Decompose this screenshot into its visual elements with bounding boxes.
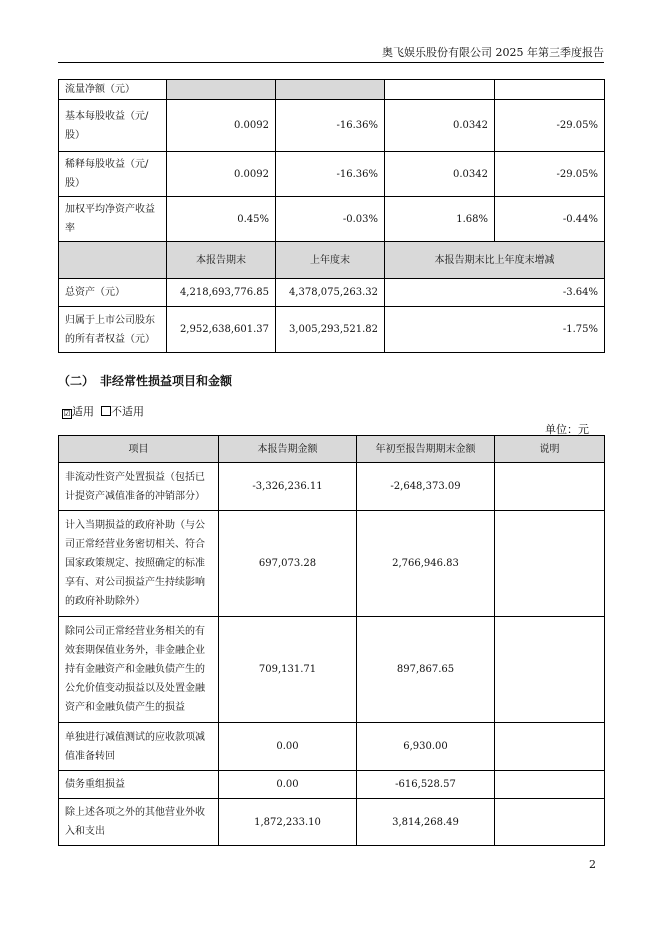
column-header: 本报告期末 <box>167 242 276 279</box>
table-row: 单独进行减值测试的应收款项减值准备转回 0.00 6,930.00 <box>59 723 605 771</box>
item-label: 除上述各项之外的其他营业外收入和支出 <box>59 799 219 846</box>
row-label: 稀释每股收益（元/股） <box>59 152 167 197</box>
table-row: 总资产（元） 4,218,693,776.85 4,378,075,263.32 -3.64% <box>59 279 605 307</box>
item-label: 除同公司正常经营业务相关的有效套期保值业务外，非金融企业持有金融资产和金融负债产生的公允价值变动损益以及处置金融资产和金融负债产生的损益 <box>59 617 219 723</box>
table-row: 除上述各项之外的其他营业外收入和支出 1,872,233.10 3,814,268.49 <box>59 799 605 846</box>
item-label: 计入当期损益的政府补助（与公司正常经营业务密切相关、符合国家政策规定、按照确定的标准享有、对公司损益产生持续影响的政府补助除外） <box>59 511 219 617</box>
column-header: 说明 <box>495 436 605 463</box>
table-row: 除同公司正常经营业务相关的有效套期保值业务外，非金融企业持有金融资产和金融负债产生的公允价值变动损益以及处置金融资产和金融负债产生的损益 709,131.71 897,867.65 <box>59 617 605 723</box>
table-row <box>59 80 605 100</box>
table-row: 计入当期损益的政府补助（与公司正常经营业务密切相关、符合国家政策规定、按照确定的标准享有、对公司损益产生持续影响的政府补助除外） 697,073.28 2,766,946.83 <box>59 511 605 617</box>
item-label: 单独进行减值测试的应收款项减值准备转回 <box>59 723 219 771</box>
column-header: 本报告期金额 <box>219 436 357 463</box>
checkbox-icon <box>101 406 111 416</box>
applicable-checkbox[interactable]: ☑适用 <box>63 405 94 418</box>
page-number: 2 <box>589 858 596 871</box>
column-header: 上年度末 <box>276 242 385 279</box>
header-divider <box>58 62 604 63</box>
table-row: 基本每股收益（元/股） 0.0092 -16.36% 0.0342 -29.05% <box>59 100 605 152</box>
row-label: 基本每股收益（元/股） <box>59 100 167 152</box>
row-label: 总资产（元） <box>59 279 167 307</box>
non-recurring-items-table <box>58 435 605 846</box>
table-row: 债务重组损益 0.00 -616,528.57 <box>59 771 605 799</box>
table-row: 非流动性资产处置损益（包括已计提资产减值准备的冲销部分） -3,326,236.11 -2,648,373.09 <box>59 463 605 511</box>
section-title: （二） 非经常性损益项目和金额 <box>58 374 233 388</box>
table-row: 稀释每股收益（元/股） 0.0092 -16.36% 0.0342 -29.05% <box>59 152 605 197</box>
table-header-row <box>59 436 605 463</box>
table-subheader-row <box>59 242 605 279</box>
row-label: 流量净额（元） <box>59 80 167 100</box>
not-applicable-checkbox[interactable]: 不适用 <box>101 405 144 418</box>
page-header: 奥飞娱乐股份有限公司 2025 年第三季度报告 <box>382 46 604 59</box>
unit-label: 单位：元 <box>545 423 589 436</box>
table-row: 归属于上市公司股东的所有者权益（元） 2,952,638,601.37 3,005,293,521.82 -1.75% <box>59 307 605 353</box>
financial-indicators-table <box>58 79 605 353</box>
column-header: 本报告期末比上年度末增减 <box>385 242 605 279</box>
item-label: 债务重组损益 <box>59 771 219 799</box>
table-row: 加权平均净资产收益率 0.45% -0.03% 1.68% -0.44% <box>59 197 605 242</box>
row-label: 归属于上市公司股东的所有者权益（元） <box>59 307 167 353</box>
column-header: 项目 <box>59 436 219 463</box>
applicability-options <box>62 403 144 419</box>
checked-icon: ☑ <box>63 409 71 418</box>
column-header: 年初至报告期期末金额 <box>357 436 495 463</box>
item-label: 非流动性资产处置损益（包括已计提资产减值准备的冲销部分） <box>59 463 219 511</box>
row-label: 加权平均净资产收益率 <box>59 197 167 242</box>
